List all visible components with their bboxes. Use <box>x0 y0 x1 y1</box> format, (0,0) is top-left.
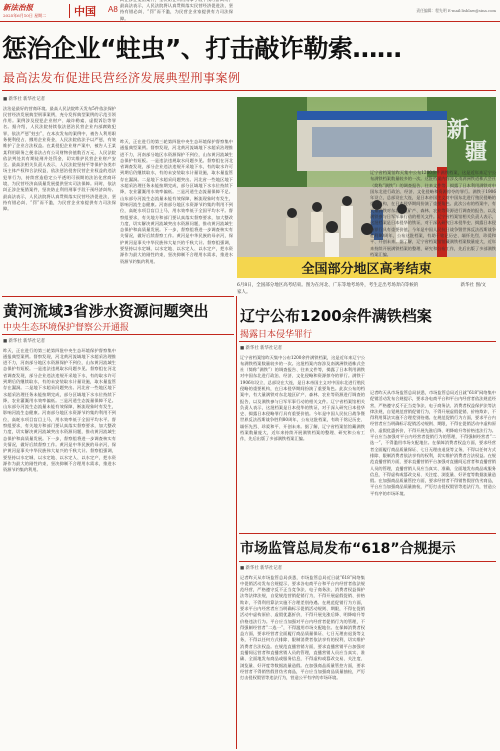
yellow-river-body-2: 昨天，正在进行的第三轮第四批中央生态环境保护督察集中通报典型案例。督察发现，河北黄河流域地下水超采治理推进不力，河南部分地区水资源保护不到位，山东黄河流域生态保护有短板。一是违法违规取水问题多见。督察组在河北省调查发现，部分企业违法违规开采地下水，有的取水许可到期后仍继续取水，有的未安装取水计量设施，取水量监管存在漏洞。二是地下水超采问题突出。河北省一些地区地下水超采治理任务未能按期完成，部分区域地下水水位持续下降，农业灌溉用水效率偏低。三是河道生态流量保障不足。山东部分河流生态流量未能有效保障，断流现象时有发生，影响河流生态健康。河南部分地区水资源节约集约利用不到位，高耗水项目盲目上马，用水效率低于全国平均水平。督察组要求，有关地方和部门要认真落实督察要求，加大整改力度，切实解决黄河流域突出水资源问题，推动黄河流域生态保护和高质量发展。下一步，督察组将进一步调查核实有关情况，做好后续督察工作。黄河是中华民族的母亲河，保护黄河是事关中华民族伟大复兴的千秋大计。督察组强调，要坚持以水定城、以水定地、以水定人、以水定产，把水资源作为最大的刚性约束，坚决抑制不合理用水需求，推进水资源节约集约利用。 <box>120 139 233 264</box>
liaoning-title: 辽宁公布1200余件满铁档案 <box>240 307 432 325</box>
market-rule <box>239 561 496 562</box>
liaoning-body-2: 辽宁省档案馆昨天集中公布1200余件满铁档案，这是近年来辽宁公布满铁档案数量较多的一次。这批档案内容涉及南满洲铁道株式会社（简称“满铁”）的调查报告、往来文件等，揭露了日本利用满铁对中国东北进行政治、经济、文化侵略和资源掠夺的罪行。满铁于1906年设立，总部设在大连，是日本帝国主义对中国东北进行殖民侵略的重要机构，在日本侵华期间扮演了重要角色。此次公布的档案中，有大量满铁对东北地区矿产、森林、农业等资源进行调查的报告，以及满铁参与日军军事行动的相关文件。辽宁省档案馆相关负责人表示，这批档案是日本侵华的铁证，对于深入研究日本侵华史、揭露日本侵略罪行具有重要价值。今年是中国人民抗日战争暨世界反法西斯战争胜利80周年，公布这批档案，有助于铭记历史、缅怀先烈、珍爱和平、开创未来。据了解，辽宁省档案馆馆藏满铁档案数量庞大，近年来持续开展满铁档案的整理、研究和公布工作，先后出版了多部满铁档案汇编。 <box>370 170 496 257</box>
lead-byline: ■ 新华社 新华社记者 <box>3 97 46 102</box>
lead-bottom-rule <box>2 296 234 297</box>
market-body-2: 记者昨天从市场监管总局获悉，市场监管总局近日就“618”网络集中促销活动发布合规提示，要求各电商平台和平台内经营者依法规范经营，严格遵守反不正当竞争法、电子商务法、消费者权益保护法等法律法规，自觉规范营销促销行为，不得开展虚假促销、价格欺诈，不得利用算法实施不合理差别待遇。在规范促销行为方面，要求平台内经营者应当明确标示促销活动规则、期限，不得在促销活动中虚构原价、虚假优惠折价，不得开展先涨后降、明降暗升等价格违法行为。平台应当加强对平台内经营者促销行为的管理，不得强制经营者“二选一”，不得滥用市场支配地位。在保障消费者权益方面，要求经营者全面履行商品质量保证、七日无理由退货等义务，不得以任何方式排除、限制消费者依法享有的权利，切实维护消费者合法权益。在规范直播营销方面，要求直播营销平台加强对直播间运营者和直播营销人员的管理，直播营销人员应当真实、准确、全面地发布商品或服务信息，不得虚构或篡改交易、关注度、浏览量、好评度等数据流量造假。在加强商品质量管控方面，要求经营者不得销售假冒伪劣商品，平台应当加强商品质量抽检，严厉打击侵权假冒等违法行为，营造公平有序的市场环境。 <box>370 390 496 496</box>
lead-subhead: 最高法发布促进民营经济发展典型刑事案例 <box>3 71 241 85</box>
page-number: A8 <box>108 5 118 14</box>
column-divider <box>236 296 237 749</box>
market-title: 市场监管总局发布“618”合规提示 <box>240 541 456 557</box>
issue-date: 2025年6月10日 星期二 <box>3 13 47 18</box>
liaoning-body-1: 辽宁省档案馆昨天集中公布1200余件满铁档案，这是近年来辽宁公布满铁档案数量较多的一次。这批档案内容涉及南满洲铁道株式会社（简称“满铁”）的调查报告、往来文件等，揭露了日本利用满铁对中国东北进行政治、经济、文化侵略和资源掠夺的罪行。满铁于1906年设立，总部设在大连，是日本帝国主义对中国东北进行殖民侵略的重要机构，在日本侵华期间扮演了重要角色。此次公布的档案中，有大量满铁对东北地区矿产、森林、农业等资源进行调查的报告，以及满铁参与日军军事行动的相关文件。辽宁省档案馆相关负责人表示，这批档案是日本侵华的铁证，对于深入研究日本侵华史、揭露日本侵略罪行具有重要价值。今年是中国人民抗日战争暨世界反法西斯战争胜利80周年，公布这批档案，有助于铭记历史、缅怀先烈、珍爱和平、开创未来。据了解，辽宁省档案馆馆藏满铁档案数量庞大，近年来持续开展满铁档案的整理、研究和公布工作，先后出版了多部满铁档案汇编。 <box>240 354 365 442</box>
yellow-river-body-1: 昨天，正在进行的第三轮第四批中央生态环境保护督察集中通报典型案例。督察发现，河北黄河流域地下水超采治理推进不力，河南部分地区水资源保护不到位，山东黄河流域生态保护有短板。一是违法违规取水问题多见。督察组在河北省调查发现，部分企业违法违规开采地下水，有的取水许可到期后仍继续取水，有的未安装取水计量设施，取水量监管存在漏洞。二是地下水超采问题突出。河北省一些地区地下水超采治理任务未能按期完成，部分区域地下水水位持续下降，农业灌溉用水效率偏低。三是河道生态流量保障不足。山东部分河流生态流量未能有效保障，断流现象时有发生，影响河流生态健康。河南部分地区水资源节约集约利用不到位，高耗水项目盲目上马，用水效率低于全国平均水平。督察组要求，有关地方和部门要认真落实督察要求，加大整改力度，切实解决黄河流域突出水资源问题，推动黄河流域生态保护和高质量发展。下一步，督察组将进一步调查核实有关情况，做好后续督察工作。黄河是中华民族的母亲河，保护黄河是事关中华民族伟大复兴的千秋大计。督察组强调，要坚持以水定城、以水定地、以水定人、以水定产，把水资源作为最大的刚性约束，坚决抑制不合理用水需求，推进水资源节约集约利用。 <box>3 347 116 473</box>
photo-caption-text: 6月8日，全国部分地区高考结束。图为在河北、广东等地考场外，考生走出考场奔向等候的家人。 <box>237 283 419 295</box>
svg-text:新: 新 <box>447 117 470 143</box>
yellow-river-subtitle: 中央生态环境保护督察公开通报 <box>3 323 130 333</box>
yellow-river-rule <box>2 334 234 335</box>
lead-body-2: 最高法表示，人民法院将认真贯彻落实民营经济促进法，坚持有错必纠、“罚”而不滥，为民营企业家提供有力司法保障。 <box>120 3 233 21</box>
market-byline: ■ 新华社 新华社记者 <box>240 566 283 571</box>
headline-rule <box>2 90 496 91</box>
liaoning-rule <box>239 341 496 342</box>
liaoning-byline: ■ 新华社 新华社记者 <box>240 346 283 351</box>
liaoning-column-1 <box>240 346 365 528</box>
paper-logo: 新法治报 <box>3 3 33 12</box>
photo-caption <box>237 282 496 296</box>
liaoning-subtitle: 揭露日本侵华罪行 <box>240 330 313 340</box>
masthead-divider <box>69 4 70 18</box>
photo-credit: 新华社 图/文 <box>460 283 486 288</box>
lead-body-1: 法治是最好的营商环境。最高人民法院昨天发布5件依法保护民营经济发展典型刑事案例，充分发挥典型案例的示范引领作用。案例涉及侵犯企业财产、敲诈勒索、虚假诉讼等罪名。据介绍，人民法院持续依法惩治民营企业内部腐败犯罪，依法严惩“蛀虫”，在本次发布的案例中，被告人利用职务便利侵占、挪用企业资金，人民法院依法予以严惩，有效维护了企业合法权益。在某侵犯企业财产案中，被告人王某某利用职务之便非法占有公司财物价值数百万元，人民法院依法判处其有期徒刑并处罚金，切实维护民营企业财产安全。最高法相关负责人表示，人民法院坚持平等保护各类市场主体产权和合法权益，依法惩治侵害民营企业权益的违法犯罪行为，持续营造稳定公平透明可预期的法治化营商环境，为民营经济高质量发展提供坚实司法保障。同时，依法纠正涉企冤错案件，坚决防止利用刑事手段干预经济纠纷。最高法表示，人民法院将认真贯彻落实民营经济促进法，坚持有错必纠、“罚”而不滥，为民营企业家提供有力司法保障。 <box>3 105 116 212</box>
yellow-river-title: 黄河流域3省涉水资源问题突出 <box>3 302 209 320</box>
yellow-river-column-2 <box>120 139 233 749</box>
market-column-1 <box>240 566 365 749</box>
yellow-river-column-1 <box>3 339 116 749</box>
lead-column-1 <box>3 97 116 292</box>
svg-text:疆: 疆 <box>465 139 488 165</box>
lead-headline: 惩治企业“蛀虫”、打击敲诈勒索…… <box>2 34 402 63</box>
section-name: 中国 <box>74 6 96 18</box>
market-top-rule <box>239 533 496 534</box>
market-body-1: 记者昨天从市场监管总局获悉，市场监管总局近日就“618”网络集中促销活动发布合规提示，要求各电商平台和平台内经营者依法规范经营，严格遵守反不正当竞争法、电子商务法、消费者权益保护法等法律法规，自觉规范营销促销行为，不得开展虚假促销、价格欺诈，不得利用算法实施不合理差别待遇。在规范促销行为方面，要求平台内经营者应当明确标示促销活动规则、期限，不得在促销活动中虚构原价、虚假优惠折价，不得开展先涨后降、明降暗升等价格违法行为。平台应当加强对平台内经营者促销行为的管理，不得强制经营者“二选一”，不得滥用市场支配地位。在保障消费者权益方面，要求经营者全面履行商品质量保证、七日无理由退货等义务，不得以任何方式排除、限制消费者依法享有的权利，切实维护消费者合法权益。在规范直播营销方面，要求直播营销平台加强对直播间运营者和直播营销人员的管理，直播营销人员应当真实、准确、全面地发布商品或服务信息，不得虚构或篡改交易、关注度、浏览量、好评度等数据流量造假。在加强商品质量管控方面，要求经营者不得销售假冒伪劣商品，平台应当加强商品质量抽检，严厉打击侵权假冒等违法行为，营造公平有序的市场环境。 <box>240 574 365 681</box>
market-column-2 <box>370 390 496 749</box>
photo-banner: 全国部分地区高考结束 <box>301 262 432 277</box>
yellow-river-byline: ■ 新华社 新华社记者 <box>3 339 46 344</box>
masthead <box>0 0 500 22</box>
editor-info: 责任编辑：程先明 E-mail:lishlaw@sina.com <box>416 8 496 13</box>
